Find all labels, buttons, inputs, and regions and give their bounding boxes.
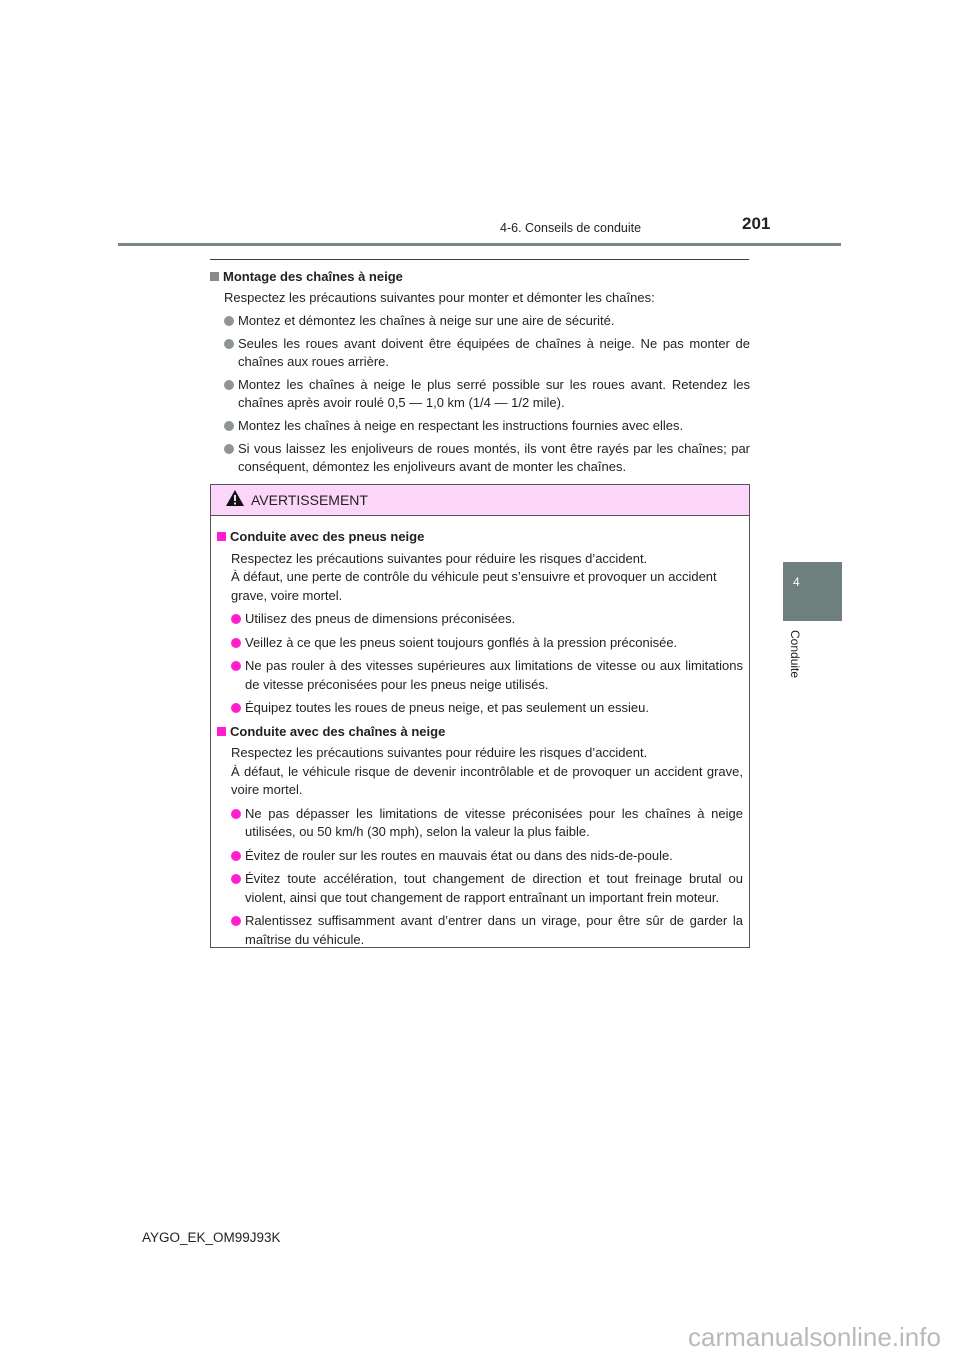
round-bullet-icon [224,421,234,431]
bullet-text: Veillez à ce que les pneus soient toujours gonflés à la pression préconisée. [245,634,678,650]
warning-bullet [217,634,743,653]
warning-bullet [217,870,743,907]
bullet-text: Montez les chaînes à neige en respectant les instructions fournies avec elles. [238,418,684,433]
chapter-number: 4 [793,575,800,589]
square-bullet-icon [217,532,226,541]
warning-bullet [217,805,743,842]
bullet-text: Ralentissez suffisamment avant d’entrer dans un virage, pour être sûr de garder la maîtrise du véhicule. [245,913,743,947]
warning-heading-snow-tires [217,528,743,547]
bullet-text: Évitez de rouler sur les routes en mauvais état ou dans des nids-de-poule. [245,847,673,863]
round-bullet-icon [224,444,234,454]
content-rule [210,259,749,260]
warning-box [210,484,750,948]
warning-header [211,485,749,516]
round-bullet-icon [231,638,241,648]
montage-bullet [210,376,750,412]
bullet-text: Ne pas dépasser les limitations de vitesse préconisées pour les chaînes à neige utilisées, ou 50 km/h (30 mph), selon la valeur la plus faible. [245,805,743,839]
round-bullet-icon [231,916,241,926]
bullet-text: Ne pas rouler à des vitesses supérieures aux limitations de vitesse ou aux limitations de vitesse préconisées pour les pneus neige utilisés. [245,658,743,692]
warning-bullet [217,610,743,629]
montage-heading [210,268,750,286]
round-bullet-icon [231,614,241,624]
warning-title: AVERTISSEMENT [251,492,368,508]
bullet-text: Montez et démontez les chaînes à neige sur une aire de sécurité. [238,313,615,328]
round-bullet-icon [224,380,234,390]
bullet-text: Montez les chaînes à neige le plus serré possible sur les roues avant. Retendez les chaînes après avoir roulé 0,5 — 1,0 km (1/4 — 1/2 mile). [238,377,750,410]
warning-body [211,516,749,949]
montage-heading-text: Montage des chaînes à neige [223,269,403,284]
round-bullet-icon [224,316,234,326]
warning-triangle-icon [225,489,245,512]
warning-bullet [217,912,743,949]
bullet-text: Utilisez des pneus de dimensions préconisées. [245,611,516,626]
bullet-text: Seules les roues avant doivent être équipées de chaînes à neige. Ne pas monter de chaînes aux roues arrière. [238,336,750,369]
montage-bullet [210,417,750,435]
montage-section [210,268,750,476]
page-number: 201 [742,214,771,233]
montage-bullet [210,335,750,371]
square-bullet-icon [210,272,219,281]
bullet-text: Évitez toute accélération, tout changement de direction et tout freinage brutal ou violent, ainsi que tout changement de rapport entraînant un important frein moteur. [245,871,743,905]
bullet-text: Équipez toutes les roues de pneus neige, et pas seulement un essieu. [245,700,649,715]
warning-bullet [217,657,743,694]
warning-intro: À défaut, une perte de contrôle du véhicule peut s’ensuivre et provoquer un accident grave, voire mortel. [231,569,717,603]
montage-intro: Respectez les précautions suivantes pour monter et démonter les chaînes: [224,290,655,305]
chapter-side-tab[interactable] [783,562,842,621]
bullet-text: Si vous laissez les enjoliveurs de roues montés, ils vont être rayés par les chaînes; par conséquent, démontez les enjoliveurs avant de monter les chaînes. [238,441,750,474]
warning-intro: Respectez les précautions suivantes pour réduire les risques d’accident. [231,745,648,760]
warning-bullet [217,699,743,718]
round-bullet-icon [231,809,241,819]
header-section-title: 4-6. Conseils de conduite [500,221,642,235]
document-code: AYGO_EK_OM99J93K [142,1230,281,1245]
round-bullet-icon [231,703,241,713]
montage-bullet [210,312,750,330]
round-bullet-icon [224,339,234,349]
header-rule [118,243,841,246]
warning-heading-snow-chains [217,723,743,742]
warning-intro: Respectez les précautions suivantes pour réduire les risques d’accident. [231,550,648,566]
heading-text: Conduite avec des pneus neige [230,529,425,544]
round-bullet-icon [231,851,241,861]
chapter-side-label: Conduite [788,630,802,679]
montage-bullet [210,440,750,476]
warning-intro: À défaut, le véhicule risque de devenir incontrôlable et de provoquer un accident grave, voire mortel. [231,763,743,797]
heading-text: Conduite avec des chaînes à neige [230,723,446,739]
round-bullet-icon [231,874,241,884]
round-bullet-icon [231,661,241,671]
warning-bullet [217,847,743,866]
watermark-link[interactable]: carmanualsonline.info [688,1322,941,1352]
square-bullet-icon [217,727,226,736]
